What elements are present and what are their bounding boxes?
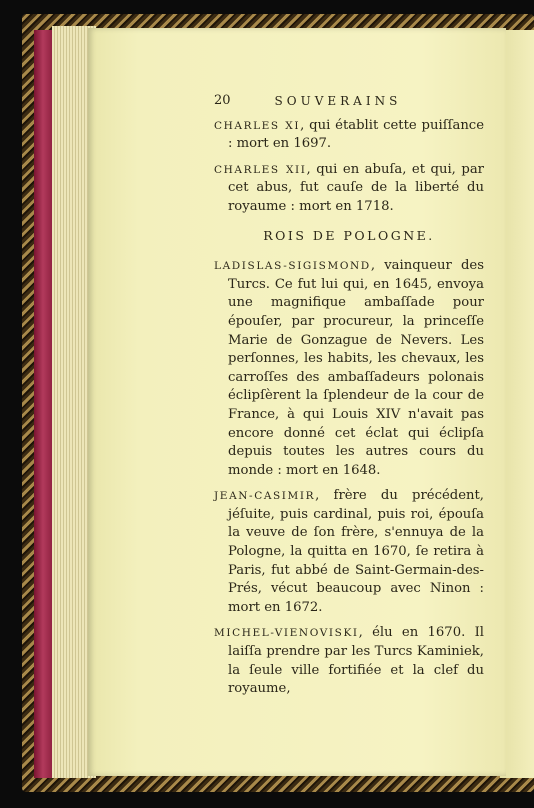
entry-charles-xi xyxy=(214,117,484,154)
entry-text: , élu en 1670. Il laiſſa prendre par les Turcs Kaminiek, la ſeule ville fortifiée et la clef du royaume, xyxy=(228,625,484,697)
entry-jean-casimir xyxy=(214,487,484,617)
entry-text: , frère du précédent, jéſuite, puis cardinal, puis roi, épouſa la veuve de ſon frère, s'ennuya de la Pologne, la quitta en 1670, ſe retira à Paris, fut abbé de Saint-Germain-des-Prés, vécut beaucoup avec Ninon : mort en 1672. xyxy=(228,488,484,615)
running-header xyxy=(214,92,484,111)
entry-charles-xii xyxy=(214,161,484,217)
entry-text: , vainqueur des Turcs. Ce fut lui qui, en 1645, envoya une magnifique ambaſſade pour épouſer, par procureur, la princeſſe Marie de Gonzague de Nevers. Les perſonnes, les habits, les chevaux, les carroſſes des ambaſſadeurs polonais éclipſèrent la ſplendeur de la cour de France, à qui Louis XIV n'avait pas encore donné cet éclat qui éclipſa depuis toutes les autres cours du monde : mort en 1648. xyxy=(228,258,484,478)
page-number: 20 xyxy=(214,93,231,108)
page-text xyxy=(214,92,484,706)
entry-name: LADISLAS-SIGISMOND xyxy=(214,260,371,273)
entry-ladislas xyxy=(214,257,484,480)
pink-ribbon-edge xyxy=(34,30,54,778)
entry-name: JEAN-CASIMIR xyxy=(214,490,316,503)
section-heading: ROIS DE POLOGNE. xyxy=(263,227,435,243)
entry-michel xyxy=(214,624,484,698)
entry-text: , qui établit cette puiſſance : mort en 1697. xyxy=(228,117,484,152)
running-head: SOUVERAINS xyxy=(274,94,402,108)
entry-name: CHARLES XI xyxy=(214,119,301,132)
entry-name: CHARLES XII xyxy=(214,163,307,176)
entry-text: , qui en abuſa, et qui, par cet abus, fut cauſe de la liberté du royaume : mort en 1718. xyxy=(228,161,484,214)
entry-name: MICHEL-VIENOVISKI xyxy=(214,627,359,640)
